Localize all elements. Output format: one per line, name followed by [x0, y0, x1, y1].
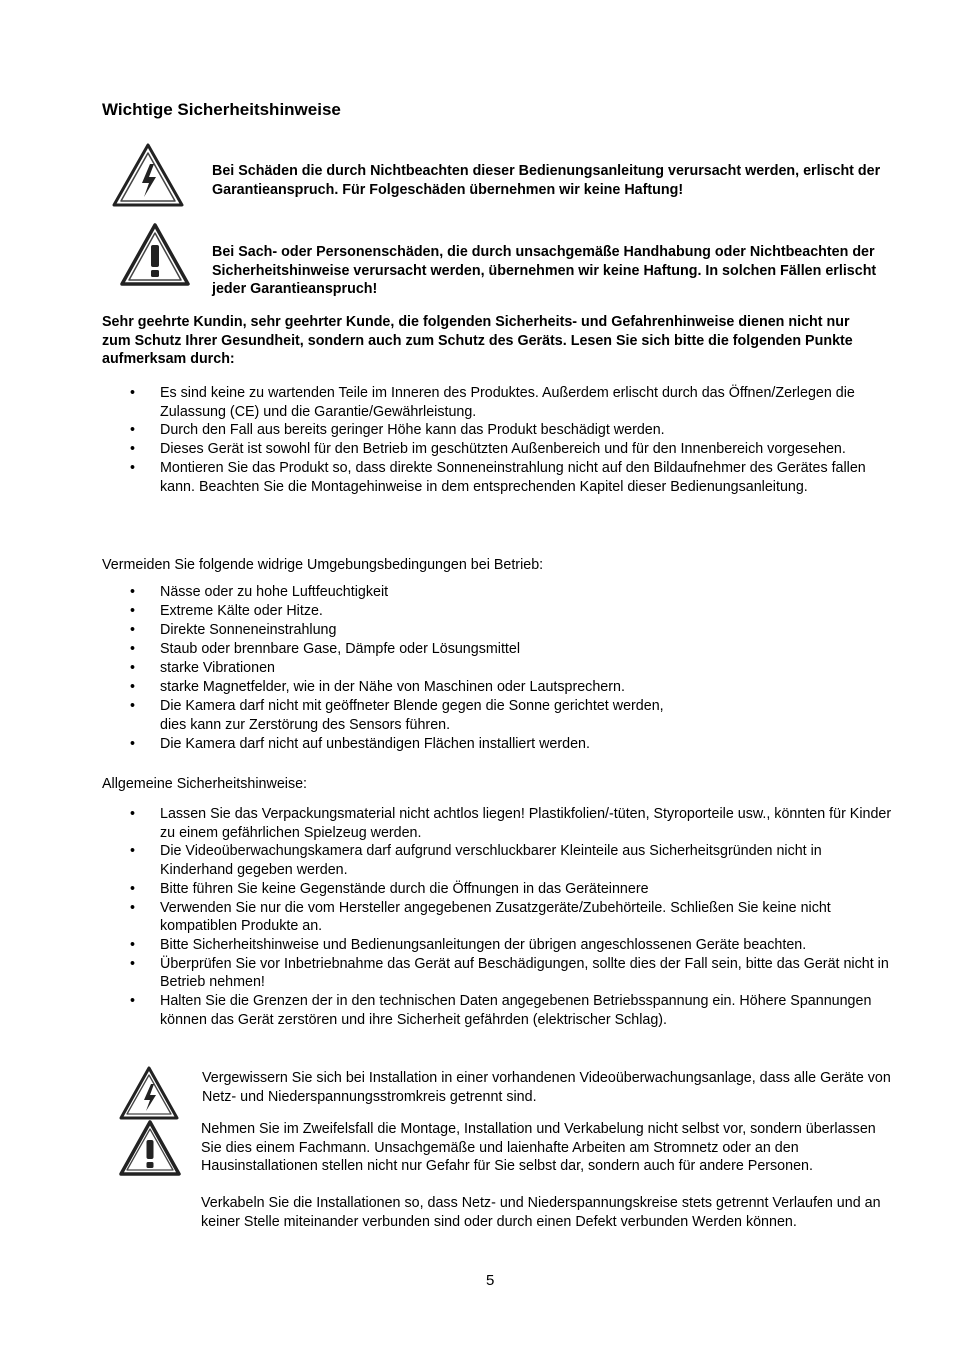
list-item: • Extreme Kälte oder Hitze.: [102, 602, 892, 621]
page-heading: Wichtige Sicherheitshinweise: [102, 100, 341, 119]
list-item: • Die Kamera darf nicht auf unbeständigen Flächen installiert werden.: [102, 735, 892, 754]
list-item: • Die Videoüberwachungskamera darf aufgrund verschluckbarer Kleinteile aus Sicherheitsgründen nicht in Kinderhand gegeben werden.: [102, 842, 892, 879]
high-voltage-warning-icon: [119, 1066, 179, 1121]
list-item: • Staub oder brennbare Gase, Dämpfe oder Lösungsmittel: [102, 640, 892, 659]
list-item: • Durch den Fall aus bereits geringer Höhe kann das Produkt beschädigt werden.: [102, 421, 892, 440]
list-item: • Lassen Sie das Verpackungsmaterial nicht achtlos liegen! Plastikfolien/-tüten, Styroporteile usw., könnten für Kinder zu einem gefährlichen Spielzeug werden.: [102, 805, 892, 842]
list-item: • Montieren Sie das Produkt so, dass direkte Sonneneinstrahlung nicht auf den Bildaufnehmer des Gerätes fallen kann. Beachten Sie die Montagehinweise in dem entsprechenden Kapitel dieser Bedienungsanleitung.: [102, 459, 892, 496]
conditions-list: [102, 583, 892, 754]
list-item: • Überprüfen Sie vor Inbetriebnahme das Gerät auf Beschädigungen, sollte dies der Fall sein, bitte das Gerät nicht in Betrieb nehmen!: [102, 955, 892, 992]
high-voltage-warning-icon: [111, 142, 185, 209]
list-item: • Die Kamera darf nicht mit geöffneter Blende gegen die Sonne gerichtet werden, dies kann zur Zerstörung des Sensors führen.: [102, 697, 892, 734]
page-number: 5: [486, 1272, 495, 1289]
general-safety-list: [102, 805, 892, 1029]
list-item: • starke Vibrationen: [102, 659, 892, 678]
list-item: • Bitte Sicherheitshinweise und Bedienungsanleitungen der übrigen angeschlossenen Geräte beachten.: [102, 936, 892, 955]
exclamation-warning-icon: [119, 1120, 181, 1177]
wiring-separation-text: Verkabeln Sie die Installationen so, dass Netz- und Niederspannungskreise stets getrennt Verlaufen und an keiner Stelle miteinander verbunden sind oder durch einen Defekt verbunden Werden können.: [201, 1195, 881, 1230]
intro-paragraph: Sehr geehrte Kundin, sehr geehrter Kunde, die folgenden Sicherheits- und Gefahrenhinweise dienen nicht nur zum Schutz Ihrer Gesundheit, sondern auch zum Schutz des Geräts. Lesen Sie sich bitte die folgenden Punkte aufmerksam durch:: [102, 314, 853, 368]
professional-installation-text: Nehmen Sie im Zweifelsfall die Montage, Installation und Verkabelung nicht selbst vor, sondern überlassen Sie dies einem Fachmann. Unsachgemäße und laienhafte Arbeiten am Stromnetz oder an den Hausinstallationen stellen nicht nur Gefahr für Sie selbst dar, sondern auch für andere Personen.: [201, 1121, 876, 1175]
installation-warning-text: Vergewissern Sie sich bei Installation in einer vorhandenen Videoüberwachungsanlage, dass alle Geräte von Netz- und Niederspannungsstromkreis getrennt sind.: [202, 1070, 891, 1105]
warning-liability-text: Bei Sach- oder Personenschäden, die durch unsachgemäße Handhabung oder Nichtbeachten der Sicherheitshinweise verursacht werden, übernehmen wir keine Haftung. In solchen Fällen erlischt jeder Garantieanspruch!: [212, 244, 877, 298]
safety-list-1: [102, 384, 892, 496]
list-item: • Halten Sie die Grenzen der in den technischen Daten angegebenen Betriebsspannung ein. Höhere Spannungen können das Gerät zerstören und ihre Sicherheit gefährden (elektrischer Schlag).: [102, 992, 892, 1029]
list-item: • Direkte Sonneneinstrahlung: [102, 621, 892, 640]
list-item: • Es sind keine zu wartenden Teile im Inneren des Produktes. Außerdem erlischt durch das Öffnen/Zerlegen die Zulassung (CE) und die Garantie/Gewährleistung.: [102, 384, 892, 421]
list-item: • Nässe oder zu hohe Luftfeuchtigkeit: [102, 583, 892, 602]
list-item: • starke Magnetfelder, wie in der Nähe von Maschinen oder Lautsprechern.: [102, 678, 892, 697]
general-heading: Allgemeine Sicherheitshinweise:: [102, 776, 308, 792]
list-item: • Bitte führen Sie keine Gegenstände durch die Öffnungen in das Geräteinnere: [102, 880, 892, 899]
conditions-heading: Vermeiden Sie folgende widrige Umgebungsbedingungen bei Betrieb:: [102, 557, 544, 573]
list-item: • Verwenden Sie nur die vom Hersteller angegebenen Zusatzgeräte/Zubehörteile. Schließen Sie keine nicht kompatiblen Produkte an.: [102, 899, 892, 936]
exclamation-warning-icon: [119, 222, 191, 288]
list-item: • Dieses Gerät ist sowohl für den Betrieb im geschützten Außenbereich und für den Innenbereich vorgesehen.: [102, 440, 892, 459]
warning-damage-text: Bei Schäden die durch Nichtbeachten dieser Bedienungsanleitung verursacht werden, erlischt der Garantieanspruch. Für Folgeschäden übernehmen wir keine Haftung!: [212, 163, 881, 198]
